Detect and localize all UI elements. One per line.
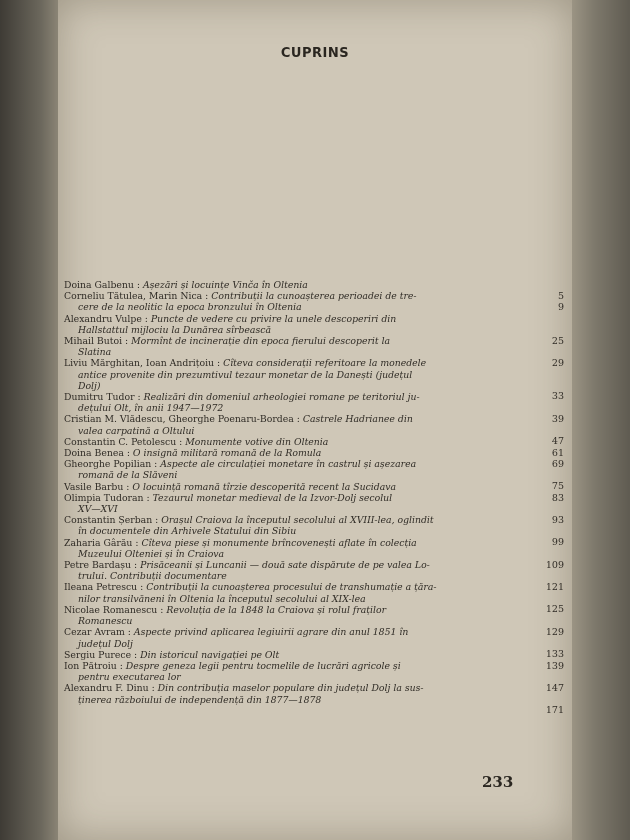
- toc-entry-page: 33: [551, 391, 564, 403]
- toc-entry-author: Doina Benea :: [64, 448, 133, 460]
- toc-entry-line: [64, 515, 530, 526]
- toc-entry-text: [64, 336, 564, 358]
- toc-entry-author: Vasile Barbu :: [64, 481, 133, 493]
- toc-entry-title: Contribuții la cunoașterea perioadei de tre-: [211, 291, 417, 303]
- toc-entry-text: [64, 291, 564, 313]
- toc-entry: [64, 683, 564, 717]
- toc-entry-author: Doina Galbenu :: [64, 280, 143, 291]
- toc-entry-line: [64, 650, 530, 661]
- toc-entry-title: pentru executarea lor: [78, 672, 181, 684]
- toc-entry-text: [64, 448, 564, 459]
- toc-entry-line: [64, 695, 530, 706]
- toc-entry-title: Din contribuția maselor populare din județul Dolj la sus-: [157, 683, 424, 695]
- toc-entry-author: Mihail Butoi :: [64, 336, 132, 348]
- toc-entry-line: [64, 448, 530, 459]
- toc-entry-page: 39: [551, 414, 564, 426]
- toc-entry-author: Petre Bardașu :: [64, 560, 141, 572]
- toc-entry-title: Orașul Craiova la începutul secolului al XVIII-lea, oglindit: [161, 515, 434, 527]
- toc-entry-page: 133: [545, 649, 564, 661]
- toc-entry-line: [64, 414, 530, 425]
- toc-entry-author: Olimpia Tudoran :: [64, 492, 153, 504]
- toc-entry-line: [64, 325, 530, 336]
- toc-entry-author: Nicolae Romanescu :: [64, 604, 167, 616]
- toc-entry-text: [64, 661, 564, 683]
- toc-entry-author: Alexandru Vulpe :: [64, 313, 151, 325]
- toc-entry-text: [64, 493, 564, 515]
- toc-entry-page: 171: [545, 705, 564, 717]
- toc-entry-line: [64, 571, 530, 582]
- toc-entry-page: 125: [545, 604, 564, 616]
- toc-entry-title: Puncte de vedere cu privire la unele descoperiri din: [150, 313, 397, 325]
- toc-entry-text: [64, 560, 564, 582]
- toc-entry-line: [64, 538, 530, 549]
- toc-entry-line: [64, 280, 530, 291]
- toc-entry-line: [64, 627, 530, 638]
- toc-entry-text: [64, 538, 564, 560]
- toc-entry-line: [64, 347, 530, 358]
- toc-entry-text: [64, 314, 564, 336]
- toc-entry-title: Mormînt de incinerație din epoca fierului descoperit la: [131, 336, 391, 348]
- toc-entry-page: 147: [545, 682, 564, 694]
- toc-entry-line: [64, 302, 530, 313]
- toc-entry-title: Slatina: [78, 347, 112, 359]
- toc-entry-title: romană de la Slăveni: [78, 470, 178, 482]
- toc-entry-line: [64, 426, 530, 437]
- toc-entry-page: 69: [551, 459, 564, 471]
- toc-entry-title: Monumente votive din Oltenia: [185, 436, 329, 448]
- toc-entry-line: [64, 616, 530, 627]
- toc-entry-page: 75: [551, 481, 564, 493]
- toc-entry-page: 129: [545, 626, 564, 638]
- toc-entry-line: [64, 560, 530, 571]
- toc-entry-line: [64, 549, 530, 560]
- toc-entry-title: Realizări din domeniul arheologiei romane pe teritoriul ju-: [143, 392, 420, 404]
- toc-entry-author: Alexandru F. Dinu :: [64, 683, 158, 695]
- toc-entry-line: [64, 504, 530, 515]
- toc-entry-author: Zaharia Gârău :: [64, 537, 142, 549]
- book-page-edge-right: [572, 0, 630, 840]
- toc-entry-line: [64, 459, 530, 470]
- toc-entry-page: 47: [551, 436, 564, 448]
- toc-entry-title: trului. Contribuții documentare: [78, 571, 227, 583]
- toc-entry-author: Cezar Avram :: [64, 627, 134, 639]
- toc-entry-page: 83: [551, 492, 564, 504]
- toc-entry-title: județul Dolj: [78, 638, 133, 650]
- page-number: 233: [482, 773, 514, 791]
- toc-entry-title: ținerea războiului de independență din 1877—1878: [78, 694, 322, 706]
- toc-entry-title: cere de la neolitic la epoca bronzului în Oltenia: [78, 302, 302, 314]
- toc-entry-title: O locuință romană tîrzie descoperită recent la Sucidava: [132, 481, 397, 493]
- toc-entry-line: [64, 582, 530, 593]
- page-title: CUPRINS: [280, 46, 350, 61]
- toc-entry-title: valea carpatină a Oltului: [78, 425, 195, 437]
- toc-entry-title: Aspecte privind aplicarea legiuirii agrare din anul 1851 în: [133, 627, 409, 639]
- toc-entry-text: [64, 627, 564, 649]
- toc-entry-title: Muzeului Olteniei și în Craiova: [78, 548, 225, 560]
- toc-entry-author: Constantin C. Petolescu :: [64, 436, 186, 448]
- toc-entry-page: 121: [545, 582, 564, 594]
- toc-entry-author: Dumitru Tudor :: [64, 392, 144, 404]
- toc-entry-line: [64, 370, 530, 381]
- toc-entry-text: [64, 605, 564, 627]
- toc-entry-text: [64, 482, 564, 493]
- toc-entry-text: [64, 650, 564, 661]
- toc-entry-line: [64, 291, 530, 302]
- toc-entry-author: Cristian M. Vlădescu, Gheorghe Poenaru-Bordea :: [64, 414, 303, 426]
- toc-entry-title: Așezări și locuințe Vinča în Oltenia: [142, 280, 308, 291]
- toc-entry-title: Din istoricul navigației pe Olt: [140, 649, 280, 661]
- toc-entry-page: 139: [545, 660, 564, 672]
- toc-entry-page: 5: [557, 291, 564, 302]
- toc-entry-text: [64, 280, 564, 291]
- toc-entry-page: 61: [551, 447, 564, 459]
- toc-entry-page: 93: [551, 514, 564, 526]
- toc-entry-title: Despre geneza legii pentru tocmelile de lucrări agricole și: [125, 660, 401, 672]
- toc-entry-line: [64, 470, 530, 481]
- toc-entry-title: Aspecte ale circulației monetare în castrul și așezarea: [160, 459, 417, 471]
- toc-entry-title: dețului Olt, în anii 1947—1972: [78, 403, 224, 415]
- toc-entry-page: 99: [551, 537, 564, 549]
- toc-entry-title: Hallstattul mijlociu la Dunărea sîrbească: [78, 324, 271, 336]
- toc-entry-author: Ileana Petrescu :: [64, 582, 147, 594]
- toc-entry-line: [64, 672, 530, 683]
- toc-entry-page: 25: [551, 335, 564, 347]
- toc-entry-title: Revoluția de la 1848 la Craiova și rolul fraților: [166, 604, 387, 616]
- toc-entry-title: XV—XVI: [78, 504, 118, 516]
- toc-entry-title: Prisăceanii și Luncanii — două sate dispărute de pe valea Lo-: [140, 560, 430, 572]
- toc-entry-line: [64, 336, 530, 347]
- toc-entry-text: [64, 459, 564, 481]
- toc-entry-line: [64, 482, 530, 493]
- toc-entry-line: [64, 493, 530, 504]
- toc-entry-line: [64, 594, 530, 605]
- toc-entry-title: Dolj): [78, 380, 101, 392]
- book-gutter-left: [0, 0, 58, 840]
- toc-entry-page: 9: [557, 302, 564, 314]
- toc-entry-text: [64, 437, 564, 448]
- toc-entry-title: Romanescu: [78, 616, 133, 628]
- toc-entry-line: [64, 683, 530, 694]
- toc-entry-author: Liviu Mărghitan, Ioan Andrițoiu :: [64, 358, 224, 370]
- toc-entry-line: [64, 661, 530, 672]
- toc-entry-title: Contribuții la cunoașterea procesului de transhumație a țăra-: [146, 582, 437, 594]
- toc-entry-line: [64, 526, 530, 537]
- toc-entry-text: [64, 358, 564, 392]
- toc-entry-line: [64, 358, 530, 369]
- toc-entry-title: Tezaurul monetar medieval de la Izvor-Dolj secolul: [152, 492, 393, 504]
- toc-entry-title: Cîteva piese și monumente brîncovenești aflate în colecția: [141, 537, 417, 549]
- toc-entry-text: [64, 683, 564, 705]
- toc-entry-author: Corneliu Tătulea, Marin Nica :: [64, 291, 212, 303]
- toc-entry-line: [64, 381, 530, 392]
- toc-entry-title: antice provenite din prezumtivul tezaur monetar de la Danești (județul: [78, 369, 413, 381]
- toc-entry-line: [64, 403, 530, 414]
- toc-entry-author: Ion Pătroiu :: [64, 660, 126, 672]
- toc-entry-text: [64, 515, 564, 537]
- toc-entry-title: Cîteva considerații referitoare la monedele: [223, 358, 427, 370]
- toc-entry-title: nilor transilvăneni în Oltenia la începutul secolului al XIX-lea: [78, 593, 366, 605]
- toc-entry-author: Gheorghe Popilian :: [64, 459, 161, 471]
- book-page: [58, 0, 572, 840]
- toc-entry-title: O insignă militară romană de la Romula: [132, 448, 322, 460]
- toc-entry-title: în documentele din Arhivele Statului din Sibiu: [78, 526, 297, 538]
- toc-entry-line: [64, 314, 530, 325]
- toc-entry-line: [64, 437, 530, 448]
- toc-entry-page: 109: [545, 559, 564, 571]
- toc-entry-text: [64, 392, 564, 414]
- toc-entry-author: Sergiu Purece :: [64, 649, 141, 661]
- toc-entry-line: [64, 605, 530, 616]
- table-of-contents: [64, 280, 564, 717]
- toc-entry-author: Constantin Șerban :: [64, 515, 162, 527]
- toc-entry: [64, 291, 564, 313]
- toc-entry-text: [64, 414, 564, 436]
- toc-entry-line: [64, 392, 530, 403]
- toc-entry-title: Castrele Hadrianee din: [302, 414, 413, 426]
- toc-entry-page: 29: [551, 358, 564, 370]
- toc-entry-line: [64, 639, 530, 650]
- toc-entry-text: [64, 582, 564, 604]
